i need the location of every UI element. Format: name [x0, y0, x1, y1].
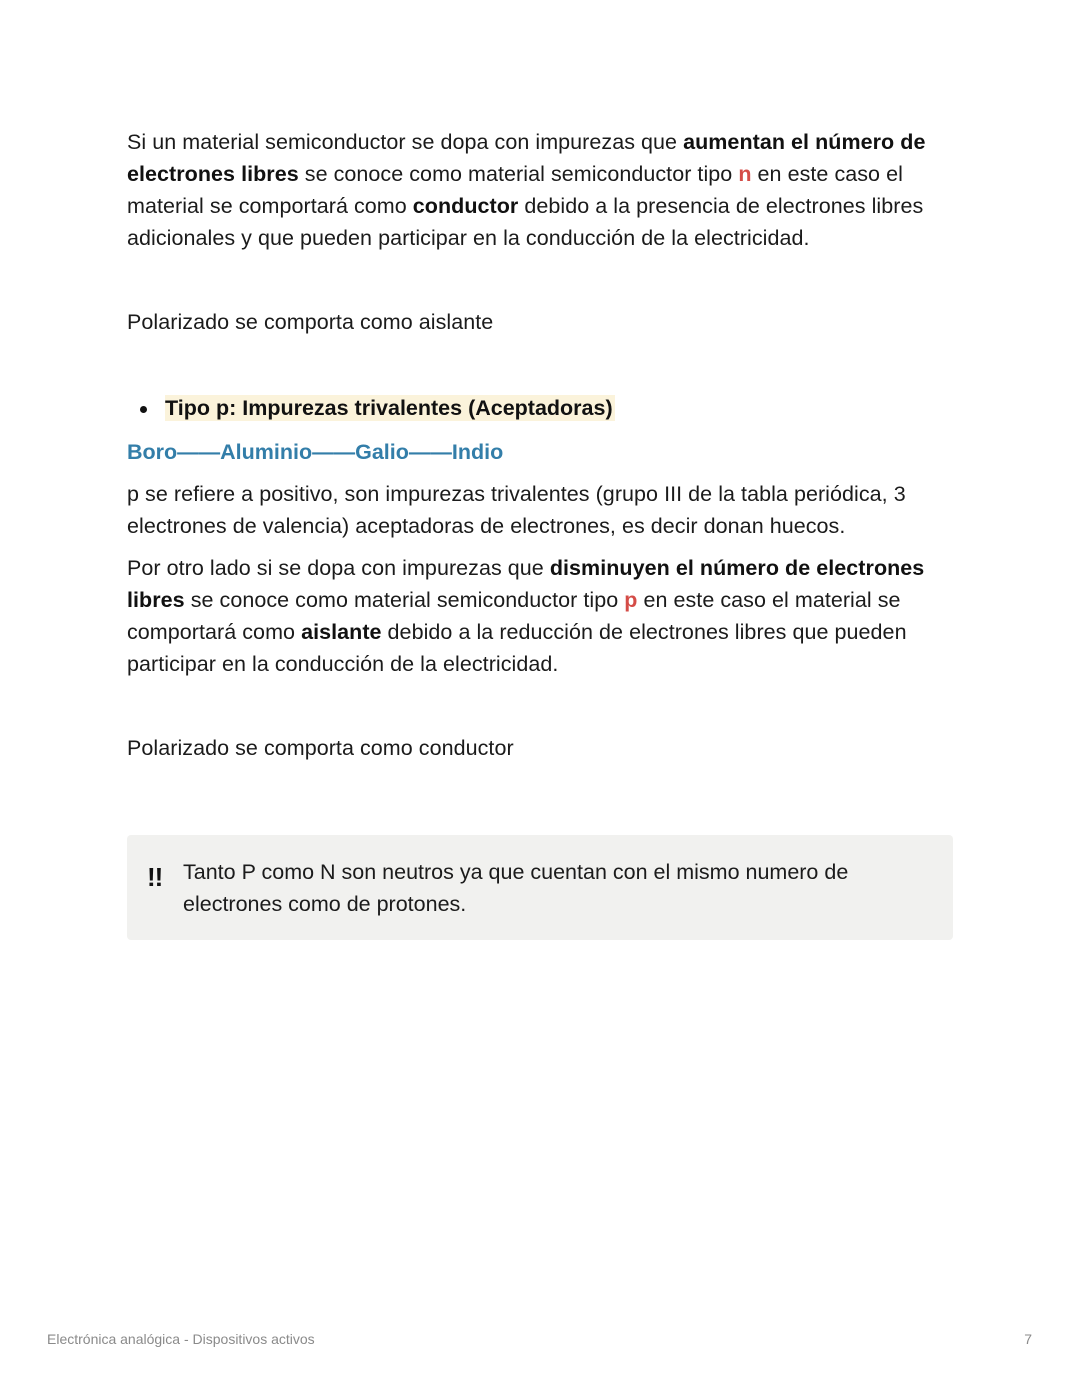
- highlighted-heading: Tipo p: Impurezas trivalentes (Aceptadoras): [165, 396, 613, 420]
- paragraph-polarized-insulator: Polarizado se comporta como aislante: [127, 310, 494, 334]
- text: Por otro lado si se dopa con impurezas que: [127, 556, 550, 580]
- double-exclamation-icon: !!: [147, 862, 163, 892]
- bold-text: disminuyen el número de electrones libres: [127, 556, 925, 612]
- type-n-label: n: [738, 162, 752, 186]
- text: se conoce como material semiconductor tipo: [298, 162, 739, 186]
- text: se conoce como material semiconductor tipo: [184, 588, 625, 612]
- text: Si un material semiconductor se dopa con impurezas que: [127, 130, 684, 154]
- paragraph-n-type: [127, 126, 957, 254]
- callout-text: Tanto P como N son neutros ya que cuentan con el mismo numero de electrones como de protones.: [183, 860, 849, 916]
- paragraph-p-type: [127, 552, 957, 680]
- page-content: [127, 126, 957, 764]
- type-p-label: p: [624, 588, 638, 612]
- text: debido a la reducción de electrones libres que pueden participar en la conducción de la electricidad.: [127, 620, 907, 676]
- trivalent-elements: Boro——Aluminio——Galio——Indio: [127, 440, 504, 464]
- text: en este caso el material se comportará como: [127, 162, 903, 218]
- bullet-list: [127, 392, 957, 424]
- text: en este caso el material se comportará como: [127, 588, 901, 644]
- page-number: 7: [1024, 1331, 1032, 1347]
- bullet-dot-icon: [140, 406, 147, 413]
- footer-title: Electrónica analógica - Dispositivos activos: [47, 1331, 315, 1347]
- bullet-item-type-p: [127, 392, 957, 424]
- paragraph-p-definition: p se refiere a positivo, son impurezas trivalentes (grupo III de la tabla periódica, 3 electrones de valencia) aceptadoras de electrones, es decir donan huecos.: [127, 482, 906, 538]
- callout-box: [127, 835, 953, 940]
- bold-text: aislante: [301, 620, 382, 644]
- paragraph-polarized-conductor: Polarizado se comporta como conductor: [127, 736, 514, 760]
- bold-text: conductor: [412, 194, 519, 218]
- text: debido a la presencia de electrones libres adicionales y que pueden participar en la conducción de la electricidad.: [127, 194, 924, 250]
- bold-text: aumentan el número de electrones libres: [127, 130, 926, 186]
